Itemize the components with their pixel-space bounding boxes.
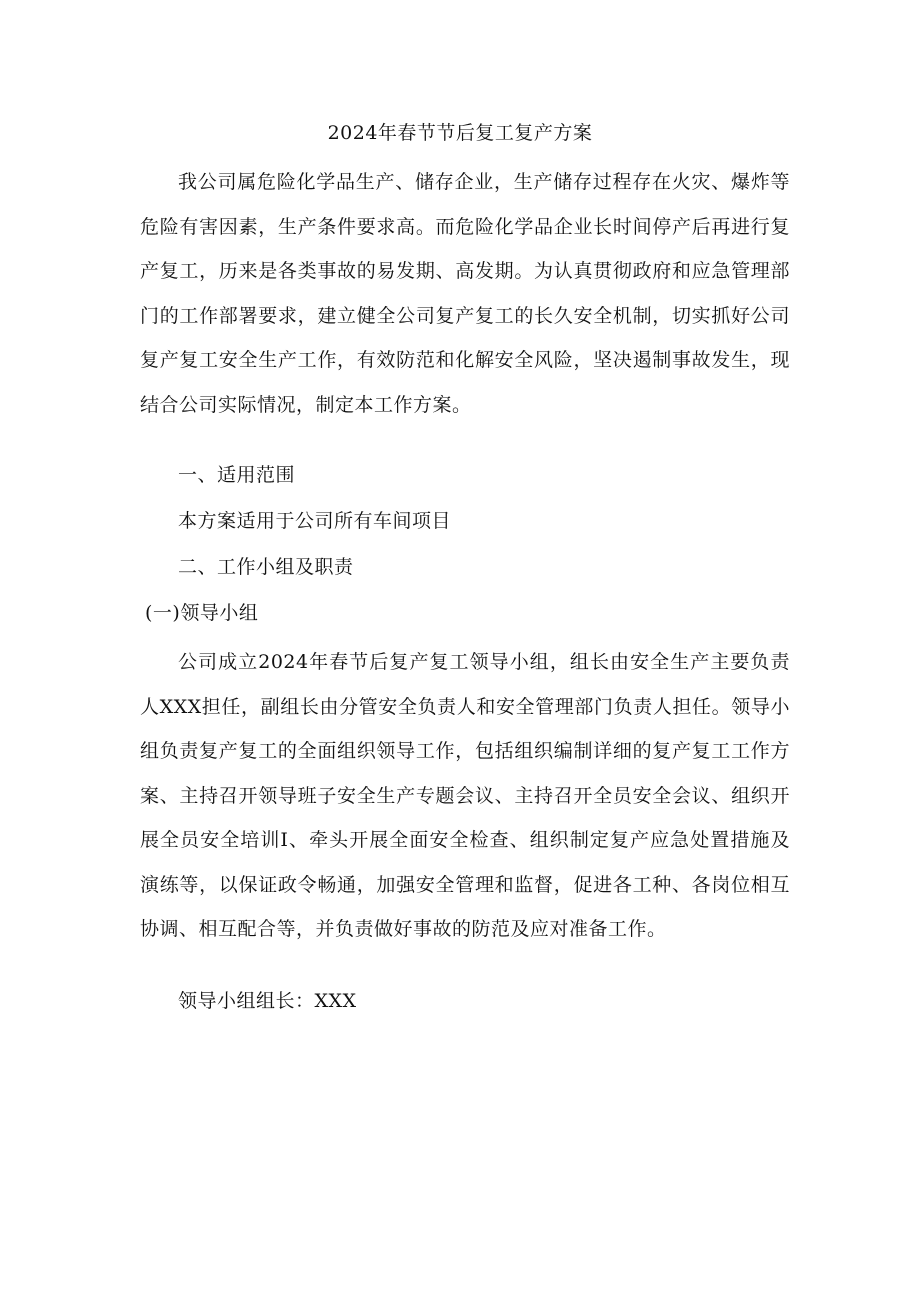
- leader-line: 领导小组组长：XXX: [178, 990, 357, 1012]
- section-body-scope: 本方案适用于公司所有车间项目: [178, 510, 452, 532]
- subsection-heading-leadership: (一)领导小组: [145, 602, 259, 624]
- section-heading-team: 二、工作小组及职责: [178, 556, 354, 578]
- intro-paragraph: 我公司属危险化学品生产、储存企业，生产储存过程存在火灾、爆炸等危险有害因素，生产条件要求高。而危险化学品企业长时间停产后再进行复产复工，历来是各类事故的易发期、高发期。为认真贯彻政府和应急管理部门的工作部署要求，建立健全公司复产复工的长久安全机制，切实抓好公司复产复工安全生产工作，有效防范和化解安全风险，坚决遏制事故发生，现结合公司实际情况，制定本工作方案。: [140, 171, 790, 416]
- leadership-paragraph: 公司成立2024年春节后复产复工领导小组，组长由安全生产主要负责人XXX担任，副组长由分管安全负责人和安全管理部门负责人担任。领导小组负责复产复工的全面组织领导工作，包括组织编制详细的复产复工工作方案、主持召开领导班子安全生产专题会议、主持召开全员安全会议、组织开展全员安全培训I、牵头开展全面安全检查、组织制定复产应急处置措施及演练等，以保证政令畅通，加强安全管理和监督，促进各工种、各岗位相互协调、相互配合等，并负责做好事故的防范及应对准备工作。: [140, 651, 790, 940]
- section-heading-scope: 一、适用范围: [178, 464, 296, 486]
- document-title: 2024年春节节后复工复产方案: [327, 122, 593, 144]
